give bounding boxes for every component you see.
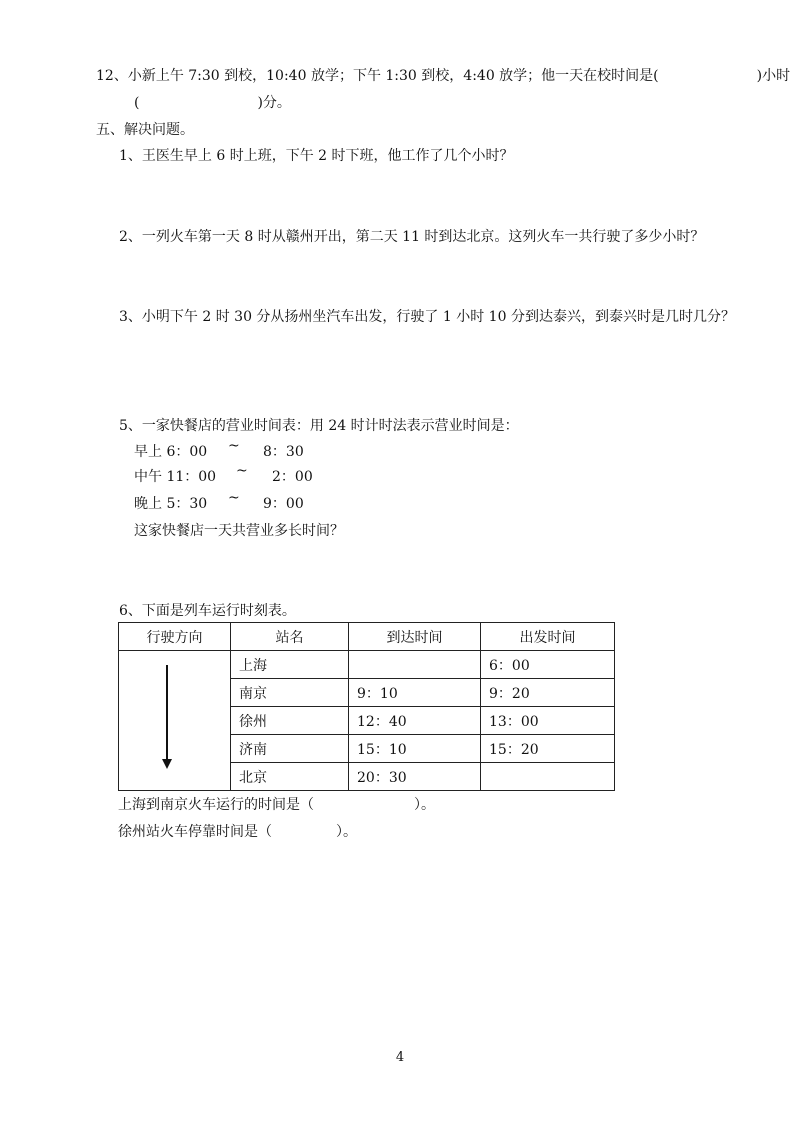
question-a-close: ）。 [414, 797, 435, 813]
question-b-close: ）。 [336, 824, 357, 840]
station-name: 济南 [231, 735, 349, 763]
depart-time: 9：20 [481, 679, 615, 707]
header-arrive: 到达时间 [349, 623, 481, 651]
q12-minutes-unit: )分。 [257, 95, 291, 111]
hours-row-noon-start: 中午 11：00 [134, 469, 217, 485]
hours-row-evening-start: 晚上 5：30 [134, 496, 208, 512]
hours-row-evening-tilde: ~ [228, 490, 240, 506]
problem-6-question-b [118, 822, 357, 842]
timetable-header-row [119, 623, 615, 651]
depart-time: 6：00 [481, 651, 615, 679]
hours-row-morning-end: 8：30 [263, 444, 304, 460]
direction-cell [119, 651, 231, 791]
depart-time [481, 763, 615, 791]
q12-text: 12、小新上午 7:30 到校，10:40 放学；下午 1:30 到校，4:40 放学；他一天在校时间是( [96, 68, 659, 84]
arrive-time: 20：30 [349, 763, 481, 791]
q12-line-1 [96, 66, 790, 86]
q12-hours-unit: )小时 [756, 68, 791, 84]
hours-row-noon-end: 2：00 [272, 469, 313, 485]
problem-5-question: 这家快餐店一天共营业多长时间？ [134, 523, 344, 539]
q12-line-2 [134, 93, 291, 113]
problem-3: 3、小明下午 2 时 30 分从扬州坐汽车出发，行驶了 1 小时 10 分到达泰兴，到泰兴时是几时几分？ [119, 309, 735, 325]
hours-row-noon-tilde: ~ [236, 463, 248, 479]
q12-open-paren: ( [134, 95, 140, 111]
header-depart: 出发时间 [481, 623, 615, 651]
station-name: 徐州 [231, 707, 349, 735]
arrow-head-icon [162, 759, 172, 769]
hours-row-morning-tilde: ~ [228, 438, 240, 454]
problem-6-intro: 6、下面是列车运行时刻表。 [119, 603, 296, 619]
table-row [119, 651, 615, 679]
question-a-text: 上海到南京火车运行的时间是（ [118, 797, 314, 813]
section-title: 五、解决问题。 [96, 122, 194, 138]
page-number: 4 [395, 1050, 405, 1065]
header-station: 站名 [231, 623, 349, 651]
problem-5-intro: 5、一家快餐店的营业时间表：用 24 时计时法表示营业时间是： [119, 418, 519, 434]
question-b-text: 徐州站火车停靠时间是（ [118, 824, 272, 840]
down-arrow-icon [166, 665, 168, 761]
station-name: 上海 [231, 651, 349, 679]
arrive-time: 12：40 [349, 707, 481, 735]
arrive-time: 15：10 [349, 735, 481, 763]
arrive-time [349, 651, 481, 679]
depart-time: 15：20 [481, 735, 615, 763]
depart-time: 13：00 [481, 707, 615, 735]
station-name: 北京 [231, 763, 349, 791]
problem-6-question-a [118, 795, 435, 815]
train-timetable [118, 622, 615, 791]
header-direction: 行驶方向 [119, 623, 231, 651]
arrive-time: 9：10 [349, 679, 481, 707]
problem-2: 2、一列火车第一天 8 时从赣州开出，第二天 11 时到达北京。这列火车一共行驶了多少小时？ [119, 229, 705, 245]
hours-row-evening-end: 9：00 [263, 496, 304, 512]
hours-row-morning-start: 早上 6：00 [134, 444, 208, 460]
station-name: 南京 [231, 679, 349, 707]
problem-1: 1、王医生早上 6 时上班，下午 2 时下班，他工作了几个小时？ [119, 148, 514, 164]
